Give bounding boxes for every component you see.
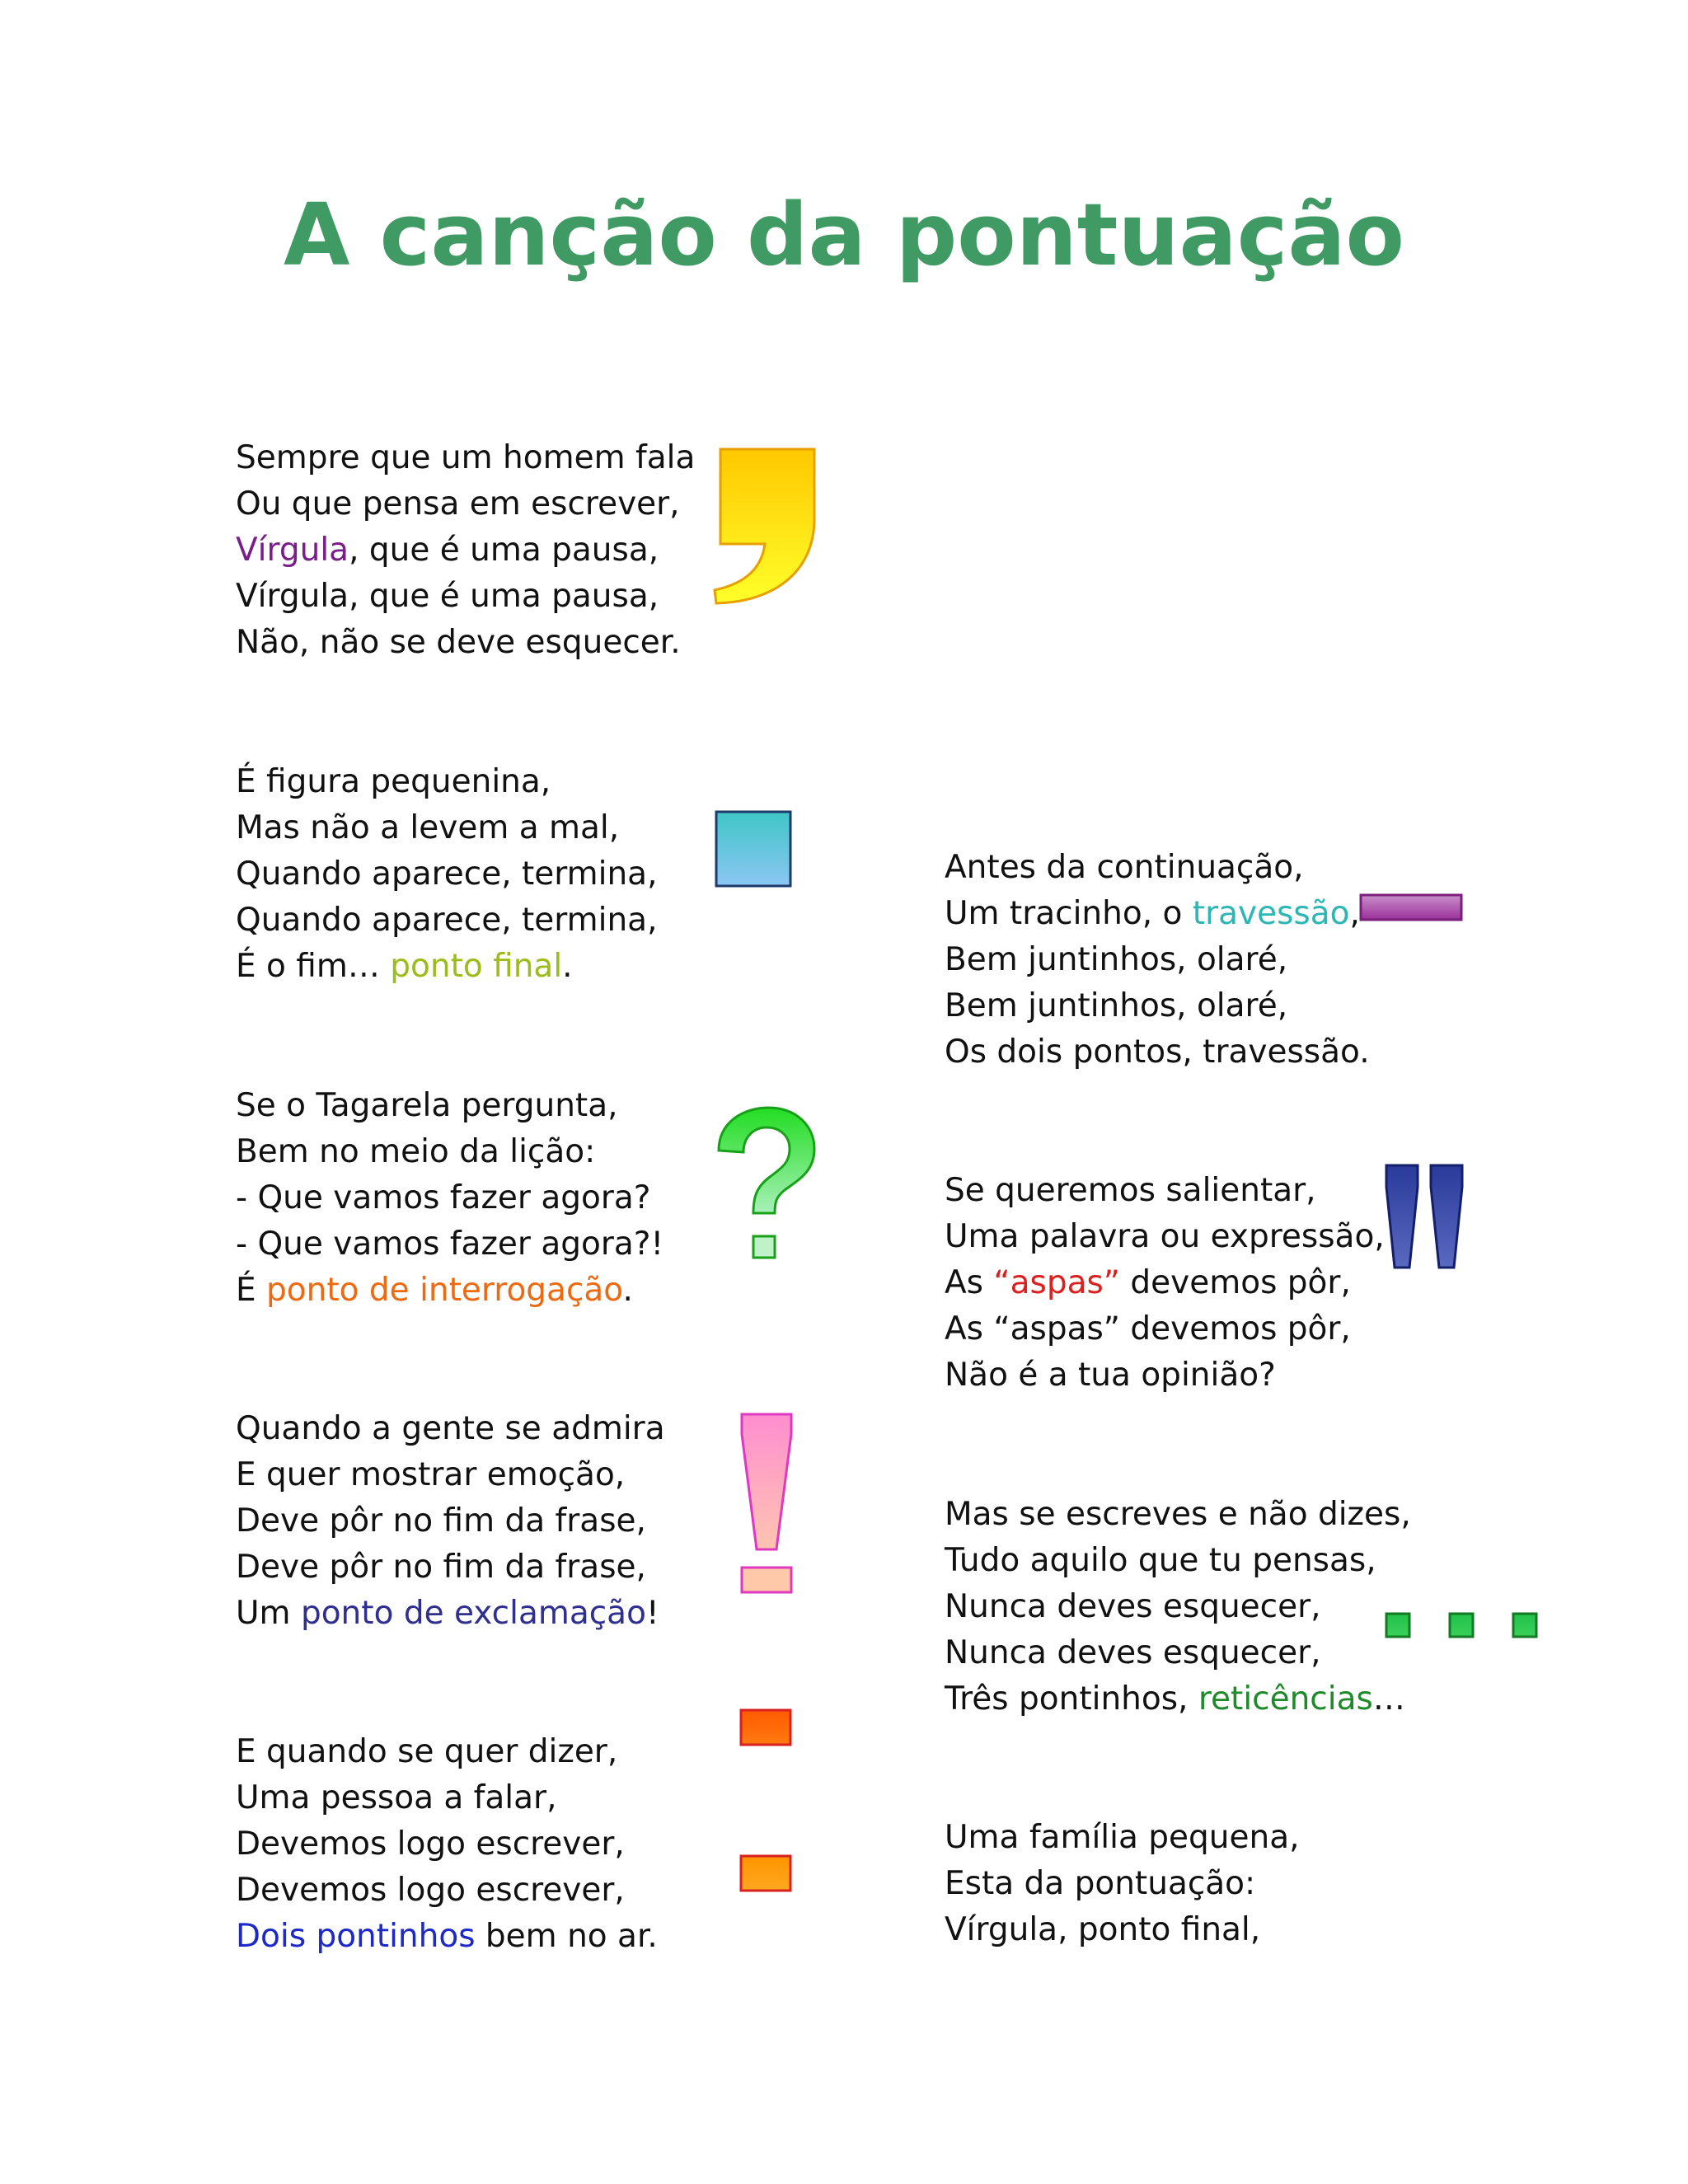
- verse-text: Um: [236, 1595, 301, 1632]
- verse-line: Devemos logo escrever,: [236, 1825, 625, 1863]
- verse-line: Mas não a levem a mal,: [236, 809, 620, 846]
- verse-line: Deve pôr no fim da frase,: [236, 1502, 646, 1540]
- stanza-familia: [945, 1815, 1300, 1953]
- verse-line: Quando aparece, termina,: [236, 855, 658, 893]
- verse-line: [236, 944, 657, 990]
- verse-line: E quer mostrar emoção,: [236, 1456, 626, 1493]
- verse-line: Se queremos salientar,: [945, 1172, 1316, 1209]
- verse-text: .: [562, 948, 573, 985]
- stanza-exclamacao: [236, 1406, 665, 1637]
- verse-line: É figura pequenina,: [236, 763, 551, 800]
- colon-icon: [738, 1708, 793, 1896]
- verse-line: - Que vamos fazer agora?!: [236, 1226, 664, 1263]
- ellipsis-icon: [1384, 1611, 1540, 1639]
- highlight-aspas: “aspas”: [993, 1264, 1121, 1301]
- verse-line: [945, 1676, 1411, 1722]
- highlight-exclamacao: ponto de exclamação: [300, 1595, 646, 1632]
- verse-line: [236, 527, 695, 574]
- stanza-ponto-final: [236, 759, 657, 990]
- highlight-reticencias: reticências: [1198, 1680, 1373, 1718]
- quotation-marks-icon: [1383, 1162, 1467, 1272]
- verse-text: Três pontinhos,: [945, 1680, 1198, 1718]
- verse-text: devemos pôr,: [1120, 1264, 1351, 1301]
- verse-line: Uma família pequena,: [945, 1819, 1300, 1856]
- verse-line: Nunca deves esquecer,: [945, 1588, 1321, 1625]
- page-title: A canção da pontuação: [283, 185, 1405, 285]
- verse-line: Vírgula, que é uma pausa,: [236, 578, 659, 615]
- verse-line: Tudo aquilo que tu pensas,: [945, 1542, 1376, 1579]
- verse-line: [236, 1591, 665, 1637]
- stanza-dois-pontinhos: [236, 1729, 658, 1960]
- verse-line: [945, 891, 1370, 937]
- verse-line: Não, não se deve esquecer.: [236, 624, 681, 661]
- verse-text: !: [645, 1595, 659, 1632]
- verse-line: Quando aparece, termina,: [236, 902, 658, 939]
- verse-text: É o fim…: [236, 948, 391, 985]
- verse-line: - Que vamos fazer agora?: [236, 1179, 651, 1216]
- highlight-dois-pontinhos: Dois pontinhos: [236, 1918, 476, 1955]
- stanza-reticencias: [945, 1492, 1411, 1722]
- period-square-icon: [714, 809, 793, 888]
- verse-text: ,: [1349, 895, 1360, 932]
- verse-line: Esta da pontuação:: [945, 1865, 1256, 1902]
- comma-icon: [712, 445, 819, 610]
- verse-line: Sempre que um homem fala: [236, 439, 696, 476]
- verse-line: [236, 1914, 658, 1960]
- highlight-ponto-final: ponto final: [390, 948, 563, 985]
- verse-line: Bem no meio da lição:: [236, 1133, 596, 1170]
- stanza-travessao: [945, 845, 1370, 1076]
- verse-line: Quando a gente se admira: [236, 1410, 665, 1447]
- verse-line: Antes da continuação,: [945, 849, 1304, 886]
- verse-text: As: [945, 1264, 994, 1301]
- highlight-interrogacao: ponto de interrogação: [266, 1272, 623, 1309]
- highlight-virgula: Vírgula: [236, 532, 349, 569]
- verse-line: Bem juntinhos, olaré,: [945, 987, 1288, 1024]
- verse-text: Um tracinho, o: [945, 895, 1193, 932]
- stanza-interrogacao: [236, 1083, 663, 1314]
- verse-text: …: [1372, 1680, 1405, 1718]
- verse-line: [236, 1268, 663, 1314]
- verse-line: Não é a tua opinião?: [945, 1357, 1276, 1394]
- dash-icon: [1358, 893, 1464, 924]
- verse-text: .: [622, 1272, 633, 1309]
- verse-line: Mas se escreves e não dizes,: [945, 1496, 1411, 1533]
- stanza-aspas: [945, 1168, 1385, 1399]
- verse-line: Devemos logo escrever,: [236, 1872, 625, 1909]
- verse-line: Vírgula, ponto final,: [945, 1911, 1261, 1948]
- verse-line: Os dois pontos, travessão.: [945, 1033, 1370, 1071]
- exclamation-mark-icon: [738, 1411, 795, 1597]
- verse-line: Uma pessoa a falar,: [236, 1779, 557, 1816]
- stanza-virgula: [236, 435, 695, 666]
- verse-line: Deve pôr no fim da frase,: [236, 1549, 646, 1586]
- verse-line: E quando se quer dizer,: [236, 1733, 618, 1770]
- verse-line: Ou que pensa em escrever,: [236, 485, 680, 523]
- verse-line: Uma palavra ou expressão,: [945, 1218, 1385, 1255]
- highlight-travessao: travessão: [1192, 895, 1350, 932]
- verse-text: , que é uma pausa,: [349, 532, 659, 569]
- verse-line: Nunca deves esquecer,: [945, 1634, 1321, 1671]
- verse-text: bem no ar.: [475, 1918, 658, 1955]
- verse-line: Se o Tagarela pergunta,: [236, 1087, 618, 1124]
- verse-text: É: [236, 1272, 267, 1309]
- verse-line: Bem juntinhos, olaré,: [945, 941, 1288, 978]
- verse-line: As “aspas” devemos pôr,: [945, 1310, 1351, 1347]
- verse-line: [945, 1260, 1385, 1306]
- question-mark-icon: [712, 1104, 819, 1266]
